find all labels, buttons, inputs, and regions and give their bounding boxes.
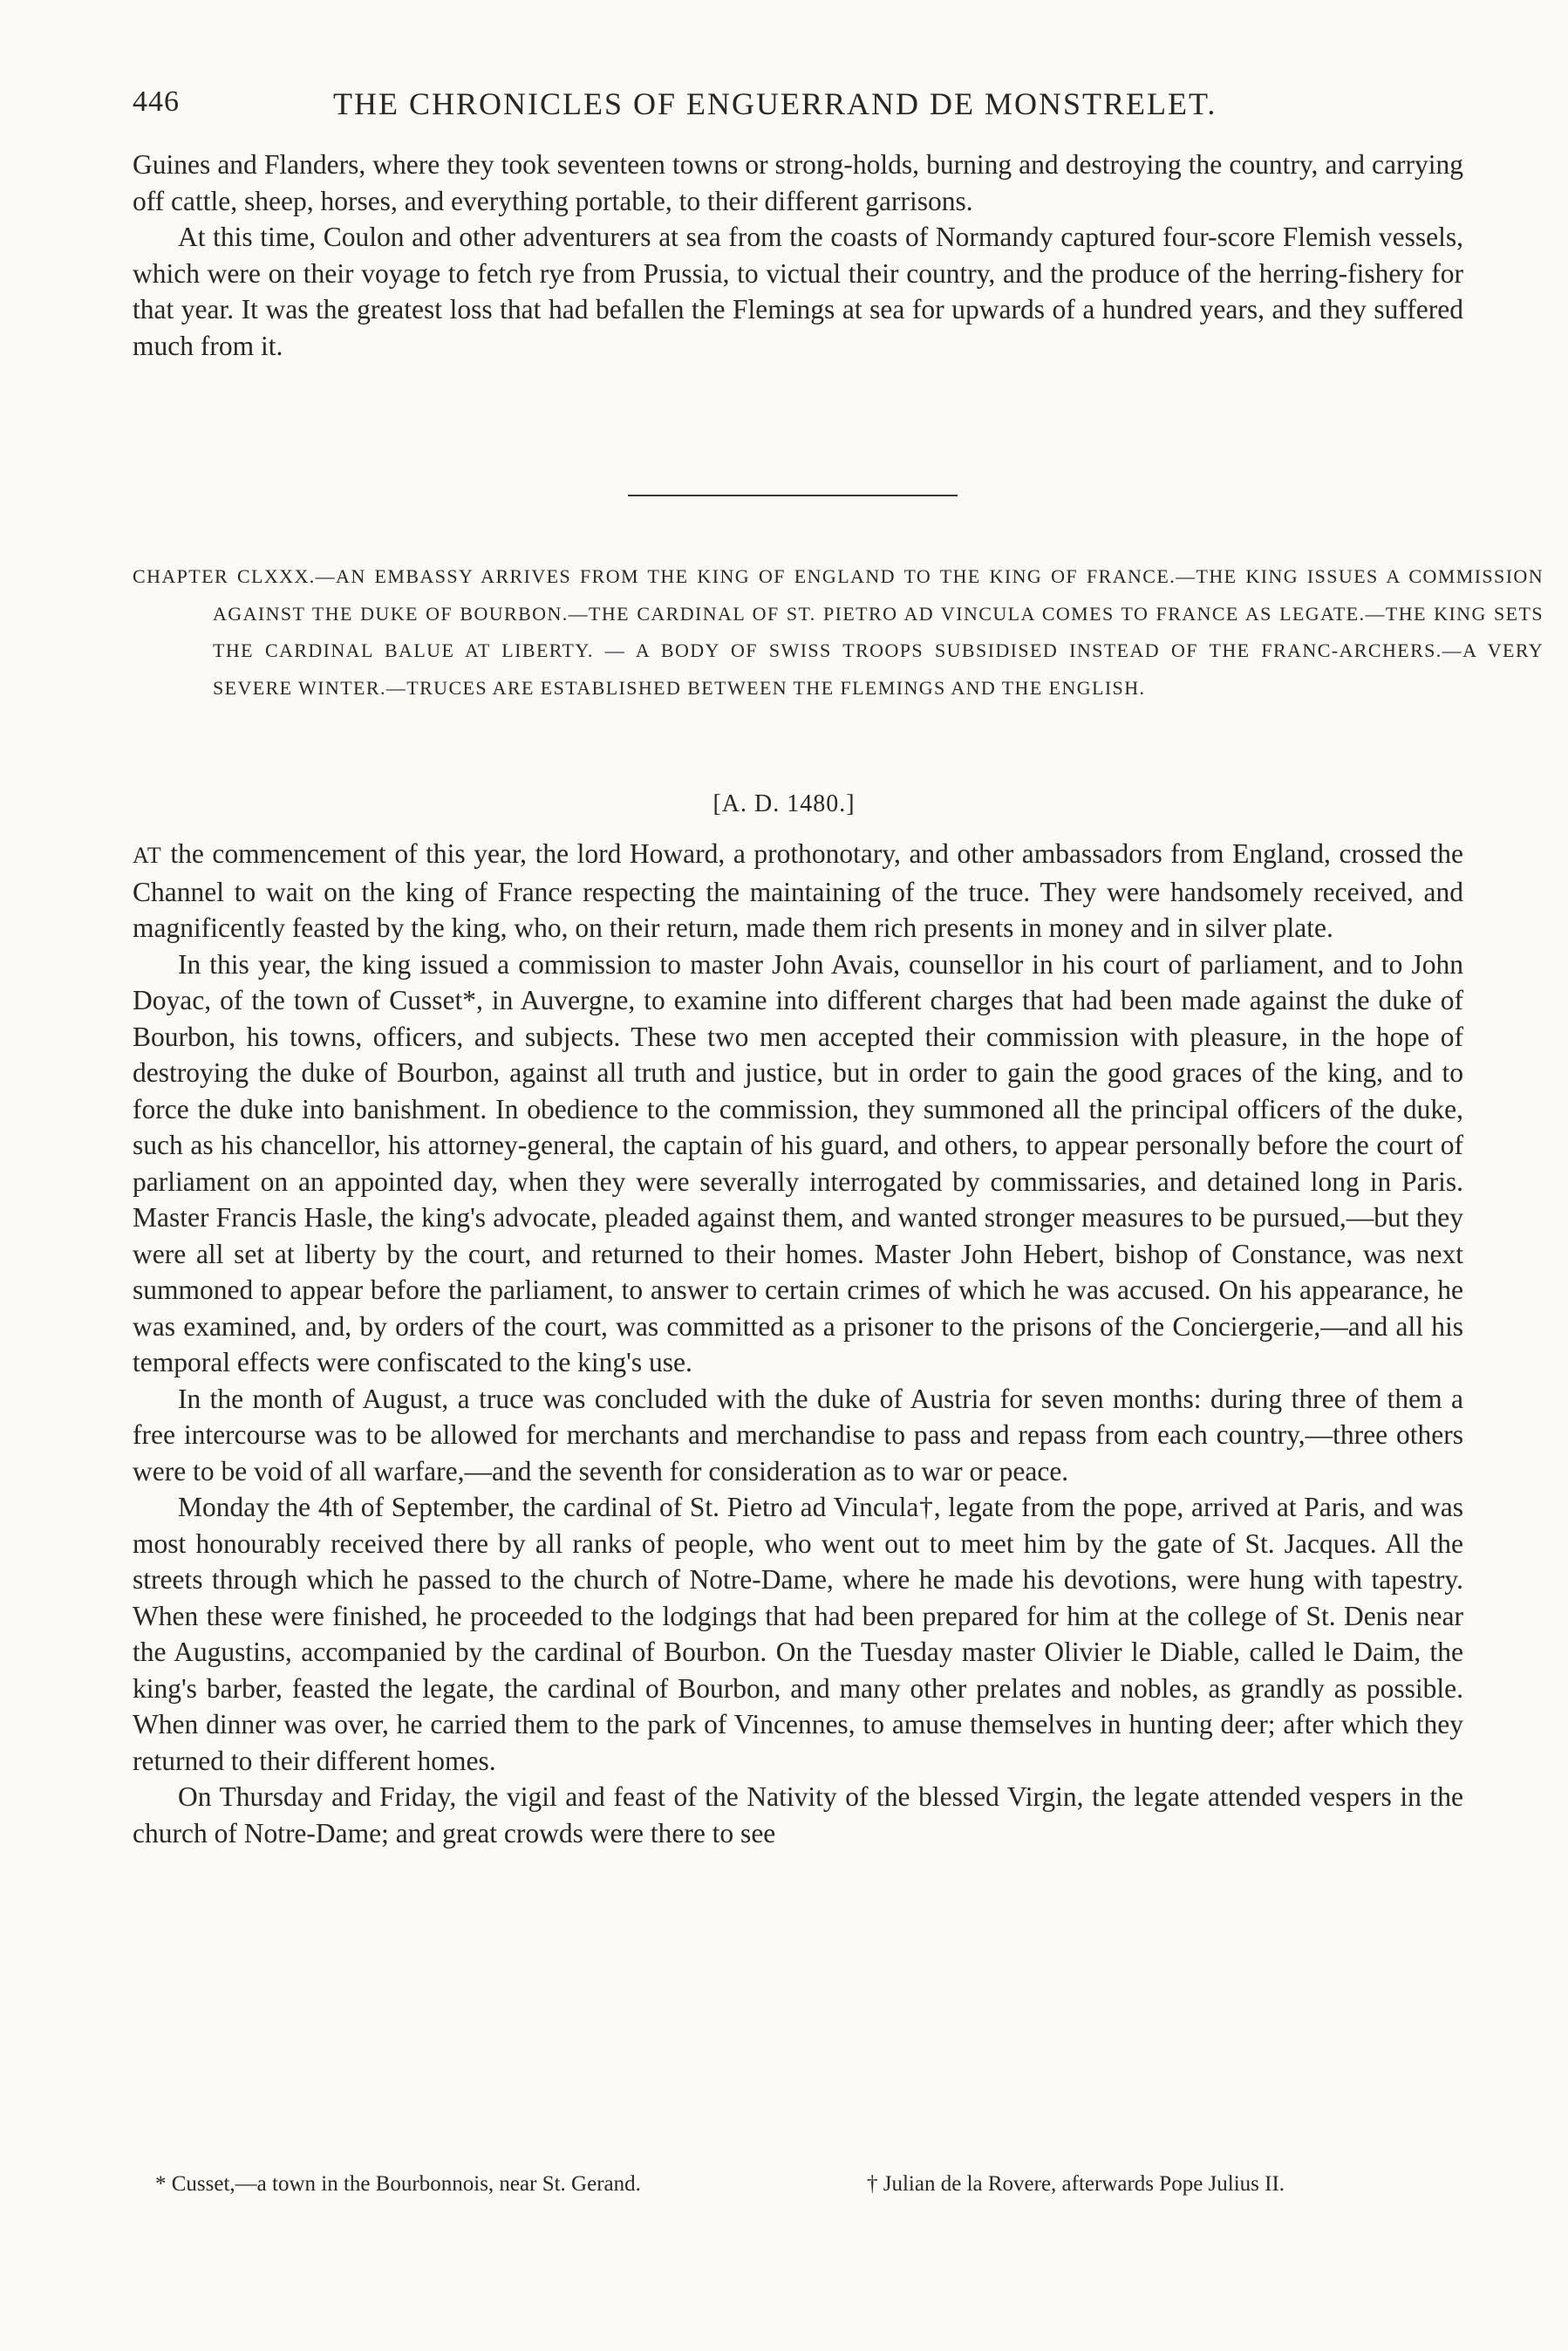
section-divider <box>628 495 958 496</box>
drop-word: AT <box>133 843 162 868</box>
page-number: 446 <box>133 85 180 118</box>
chapter-text <box>133 836 1463 1851</box>
main-paragraph-2: In this year, the king issued a commission to master John Avais, counsellor in his court of parliament, and to John Doyac, of the town of Cusset*, in Auvergne, to examine into different charges that had been made against the duke of Bourbon, his towns, officers, and subjects. These two men accepted their commission with pleasure, in the hope of destroying the duke of Bourbon, against all truth and justice, but in order to gain the good graces of the king, and to force the duke into banishment. In obedience to the commission, they summoned all the principal officers of the duke, such as his chancellor, his attorney-general, the captain of his guard, and others, to appear personally before the court of parliament on an appointed day, when they were severally interrogated by commissaries, and detained long in Paris. Master Francis Hasle, the king's advocate, pleaded against them, and wanted stronger measures to be pursued,—but they were all set at liberty by the court, and returned to their homes. Master John Hebert, bishop of Constance, was next summoned to appear before the parliament, to answer to certain crimes of which he was accused. On his appearance, he was examined, and, by orders of the court, was committed as a prisoner to the prisons of the Conciergerie,—and all his temporal effects were confiscated to the king's use. <box>133 948 1463 1377</box>
intro-paragraph-1: Guines and Flanders, where they took seventeen towns or strong-holds, burning and destroying the country, and carrying off cattle, sheep, horses, and everything portable, to their different garrisons. <box>133 149 1463 216</box>
footnote-julian: † Julian de la Rovere, afterwards Pope Julius II. <box>867 2172 1285 2196</box>
intro-text <box>133 147 1463 364</box>
footnotes <box>133 2172 1463 2207</box>
main-paragraph-4: Monday the 4th of September, the cardinal of St. Pietro ad Vincula†, legate from the pope, arrived at Paris, and was most honourably received there by all ranks of people, who went out to meet him by the gate of St. Jacques. All the streets through which he passed to the church of Notre-Dame, where he made his devotions, were hung with tapestry. When these were finished, he proceeded to the lodgings that had been prepared for him at the college of St. Denis near the Augustins, accompanied by the cardinal of Bourbon. On the Tuesday master Olivier le Diable, called le Daim, the king's barber, feasted the legate, the cardinal of Bourbon, and many other prelates and nobles, as grandly as possible. When dinner was over, he carried them to the park of Vincennes, to amuse themselves in hunting deer; after which they returned to their different homes. <box>133 1492 1463 1776</box>
main-paragraph-3: In the month of August, a truce was concluded with the duke of Austria for seven months: during three of them a free intercourse was to be allowed for merchants and merchandise to pass and repass from each country,—three others were to be void of all warfare,—and the seventh for consideration as to war or peace. <box>133 1383 1463 1486</box>
main-paragraph-1 <box>133 836 1463 947</box>
chapter-heading: CHAPTER CLXXX.—AN EMBASSY ARRIVES FROM THE KING OF ENGLAND TO THE KING OF FRANCE.—THE KING ISSUES A COMMISSION AGAINST THE DUKE OF BOURBON.—THE CARDINAL OF ST. PIETRO AD VINCULA COMES TO FRANCE AS LEGATE.—THE KING SETS THE CARDINAL BALUE AT LIBERTY. — A BODY OF SWISS TROOPS SUBSIDISED INSTEAD OF THE FRANC-ARCHERS.—A VERY SEVERE WINTER.—TRUCES ARE ESTABLISHED BETWEEN THE FLEMINGS AND THE ENGLISH. <box>133 565 1544 699</box>
page-header <box>133 85 1463 127</box>
intro-paragraph-2: At this time, Coulon and other adventurers at sea from the coasts of Normandy captured four-score Flemish vessels, which were on their voyage to fetch rye from Prussia, to victual their country, and the produce of the herring-fishery for that year. It was the greatest loss that had befallen the Flemings at sea for upwards of a hundred years, and they suffered much from it. <box>133 222 1463 361</box>
running-title: THE CHRONICLES OF ENGUERRAND DE MONSTRELET. <box>333 86 1217 121</box>
main-paragraph-1-text: the commencement of this year, the lord Howard, a prothonotary, and other ambassadors from England, crossed the Channel to wait on the king of France respecting the maintaining of the truce. They were handsomely received, and magnificently feasted by the king, who, on their return, made them rich presents in money and in silver plate. <box>133 838 1463 943</box>
main-paragraph-5: On Thursday and Friday, the vigil and feast of the Nativity of the blessed Virgin, the legate attended vespers in the church of Notre-Dame; and great crowds were there to see <box>133 1781 1463 1849</box>
chapter-date: [A. D. 1480.] <box>712 790 856 817</box>
footnote-cusset: * Cusset,—a town in the Bourbonnois, near St. Gerand. <box>155 2172 641 2196</box>
